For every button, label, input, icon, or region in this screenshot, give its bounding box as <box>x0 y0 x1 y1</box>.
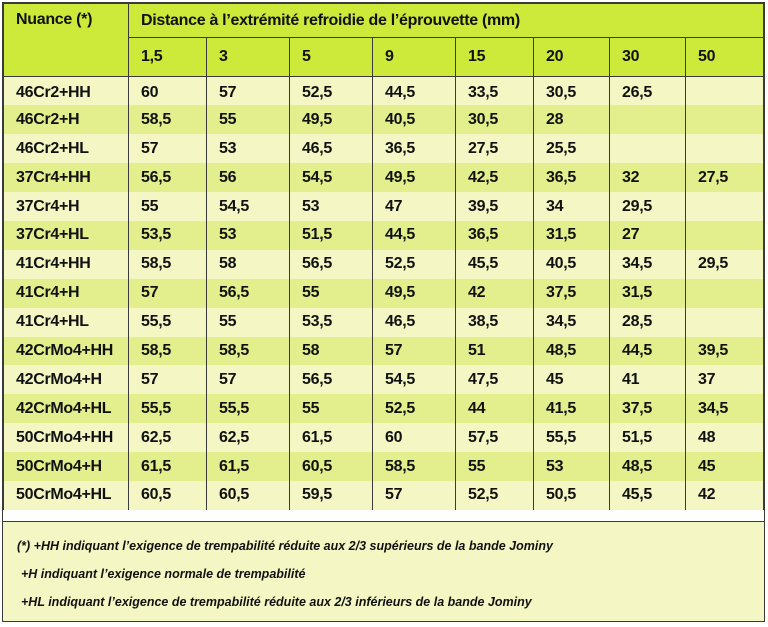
distance-col-header: 1,5 <box>129 38 207 77</box>
hardness-cell: 40,5 <box>534 250 610 279</box>
hardness-cell: 26,5 <box>610 77 686 106</box>
hardness-cell: 49,5 <box>373 163 456 192</box>
hardness-cell: 53,5 <box>129 221 207 250</box>
distance-col-header: 20 <box>534 38 610 77</box>
hardness-cell: 32 <box>610 163 686 192</box>
hardness-cell: 55 <box>290 394 373 423</box>
hardness-cell: 37 <box>686 365 764 394</box>
hardness-cell <box>686 308 764 337</box>
hardness-cell: 55 <box>456 452 534 481</box>
table-row <box>4 337 764 366</box>
hardness-cell: 37,5 <box>534 279 610 308</box>
hardness-cell: 57 <box>373 481 456 510</box>
grade-cell: 41Cr4+H <box>4 279 129 308</box>
hardness-cell: 49,5 <box>290 105 373 134</box>
hardness-cell <box>686 105 764 134</box>
hardness-cell: 46,5 <box>290 134 373 163</box>
hardness-cell: 55,5 <box>129 394 207 423</box>
hardness-cell: 44 <box>456 394 534 423</box>
table-row <box>4 250 764 279</box>
table-row <box>4 105 764 134</box>
hardness-cell: 42 <box>456 279 534 308</box>
hardness-cell: 34,5 <box>686 394 764 423</box>
hardness-cell: 60,5 <box>207 481 290 510</box>
hardness-cell: 48 <box>686 423 764 452</box>
grade-cell: 42CrMo4+H <box>4 365 129 394</box>
hardness-cell: 53 <box>207 221 290 250</box>
hardness-cell: 47 <box>373 192 456 221</box>
footnote-hh: (*) +HH indiquant l’exigence de trempabilité réduite aux 2/3 supérieurs de la bande Jominy <box>17 539 553 553</box>
hardness-cell: 52,5 <box>456 481 534 510</box>
grade-cell: 41Cr4+HH <box>4 250 129 279</box>
hardness-cell: 57 <box>129 365 207 394</box>
hardness-cell: 52,5 <box>290 77 373 106</box>
hardness-cell <box>686 221 764 250</box>
table-body <box>4 77 764 510</box>
hardness-cell: 45 <box>534 365 610 394</box>
hardness-cell: 27,5 <box>456 134 534 163</box>
table-row <box>4 452 764 481</box>
grade-cell: 42CrMo4+HL <box>4 394 129 423</box>
grade-cell: 41Cr4+HL <box>4 308 129 337</box>
hardness-cell: 52,5 <box>373 250 456 279</box>
hardness-cell: 42,5 <box>456 163 534 192</box>
distance-col-header: 15 <box>456 38 534 77</box>
hardness-cell: 44,5 <box>610 337 686 366</box>
distance-col-header: 3 <box>207 38 290 77</box>
hardness-cell: 51,5 <box>610 423 686 452</box>
hardness-cell: 31,5 <box>610 279 686 308</box>
hardness-cell: 25,5 <box>534 134 610 163</box>
hardness-cell: 53 <box>207 134 290 163</box>
hardness-cell: 27,5 <box>686 163 764 192</box>
hardness-cell: 56,5 <box>129 163 207 192</box>
hardness-cell <box>686 77 764 106</box>
table-row <box>4 77 764 106</box>
table-row <box>4 365 764 394</box>
hardness-cell: 45 <box>686 452 764 481</box>
hardness-cell: 28,5 <box>610 308 686 337</box>
hardness-cell: 40,5 <box>373 105 456 134</box>
table-row <box>4 221 764 250</box>
hardness-cell: 54,5 <box>207 192 290 221</box>
hardness-cell: 41,5 <box>534 394 610 423</box>
hardness-cell: 48,5 <box>610 452 686 481</box>
hardness-cell: 47,5 <box>456 365 534 394</box>
distance-col-header: 5 <box>290 38 373 77</box>
hardness-cell: 55 <box>207 105 290 134</box>
hardness-cell: 49,5 <box>373 279 456 308</box>
hardness-cell: 57 <box>129 279 207 308</box>
table-row <box>4 308 764 337</box>
hardness-cell: 62,5 <box>207 423 290 452</box>
hardness-cell: 57,5 <box>456 423 534 452</box>
hardness-cell: 42 <box>686 481 764 510</box>
hardness-cell: 51 <box>456 337 534 366</box>
hardness-cell <box>610 105 686 134</box>
grade-cell: 50CrMo4+HL <box>4 481 129 510</box>
hardness-cell: 44,5 <box>373 77 456 106</box>
hardness-cell: 62,5 <box>129 423 207 452</box>
hardness-cell: 57 <box>129 134 207 163</box>
hardness-cell: 34 <box>534 192 610 221</box>
hardness-cell: 55,5 <box>207 394 290 423</box>
hardness-cell: 50,5 <box>534 481 610 510</box>
table-row <box>4 192 764 221</box>
hardness-cell: 60 <box>129 77 207 106</box>
hardness-cell: 56,5 <box>290 365 373 394</box>
hardness-cell: 56,5 <box>290 250 373 279</box>
hardness-cell: 36,5 <box>534 163 610 192</box>
jominy-table <box>3 3 764 510</box>
hardness-cell: 55,5 <box>534 423 610 452</box>
footnote-h: +H indiquant l’exigence normale de trempabilité <box>21 567 306 581</box>
hardness-cell: 53 <box>534 452 610 481</box>
hardness-cell <box>686 192 764 221</box>
distance-col-header: 9 <box>373 38 456 77</box>
hardness-cell: 45,5 <box>610 481 686 510</box>
hardness-cell: 46,5 <box>373 308 456 337</box>
table-row <box>4 163 764 192</box>
hardness-cell: 36,5 <box>456 221 534 250</box>
table-row <box>4 394 764 423</box>
hardness-cell: 60 <box>373 423 456 452</box>
footnotes <box>3 521 764 621</box>
hardness-cell: 55 <box>290 279 373 308</box>
grade-cell: 42CrMo4+HH <box>4 337 129 366</box>
table-row <box>4 423 764 452</box>
hardness-cell: 54,5 <box>373 365 456 394</box>
hardness-cell: 53,5 <box>290 308 373 337</box>
hardness-cell: 27 <box>610 221 686 250</box>
hardness-cell: 41 <box>610 365 686 394</box>
hardness-cell: 58,5 <box>129 250 207 279</box>
hardness-cell: 54,5 <box>290 163 373 192</box>
hardness-cell: 51,5 <box>290 221 373 250</box>
hardness-cell: 58,5 <box>373 452 456 481</box>
hardness-cell: 61,5 <box>129 452 207 481</box>
grade-column-header: Nuance (*) <box>4 4 129 77</box>
hardness-cell: 34,5 <box>610 250 686 279</box>
distance-col-header: 30 <box>610 38 686 77</box>
hardness-cell: 30,5 <box>534 77 610 106</box>
hardness-cell: 59,5 <box>290 481 373 510</box>
hardness-cell: 53 <box>290 192 373 221</box>
distance-col-header: 50 <box>686 38 764 77</box>
hardness-cell: 58 <box>207 250 290 279</box>
hardness-cell: 58,5 <box>129 337 207 366</box>
hardness-cell: 45,5 <box>456 250 534 279</box>
hardenability-table-panel <box>2 2 765 622</box>
hardness-cell: 55 <box>129 192 207 221</box>
table-row <box>4 134 764 163</box>
grade-cell: 46Cr2+H <box>4 105 129 134</box>
hardness-cell: 56,5 <box>207 279 290 308</box>
hardness-cell: 57 <box>207 365 290 394</box>
table-row <box>4 481 764 510</box>
hardness-cell: 31,5 <box>534 221 610 250</box>
hardness-cell: 37,5 <box>610 394 686 423</box>
grade-cell: 46Cr2+HH <box>4 77 129 106</box>
hardness-cell <box>686 134 764 163</box>
hardness-cell: 34,5 <box>534 308 610 337</box>
hardness-cell: 39,5 <box>456 192 534 221</box>
footnote-hl: +HL indiquant l’exigence de trempabilité réduite aux 2/3 inférieurs de la bande Jominy <box>21 595 532 609</box>
grade-cell: 37Cr4+HH <box>4 163 129 192</box>
hardness-cell: 48,5 <box>534 337 610 366</box>
hardness-cell <box>610 134 686 163</box>
hardness-cell: 55,5 <box>129 308 207 337</box>
grade-cell: 37Cr4+H <box>4 192 129 221</box>
hardness-cell: 56 <box>207 163 290 192</box>
grade-cell: 50CrMo4+H <box>4 452 129 481</box>
hardness-cell: 29,5 <box>686 250 764 279</box>
hardness-cell: 58,5 <box>129 105 207 134</box>
hardness-cell: 55 <box>207 308 290 337</box>
hardness-cell: 60,5 <box>290 452 373 481</box>
hardness-cell: 58,5 <box>207 337 290 366</box>
grade-cell: 46Cr2+HL <box>4 134 129 163</box>
hardness-cell: 52,5 <box>373 394 456 423</box>
hardness-cell: 57 <box>373 337 456 366</box>
hardness-cell: 28 <box>534 105 610 134</box>
hardness-cell: 58 <box>290 337 373 366</box>
hardness-cell: 44,5 <box>373 221 456 250</box>
hardness-cell: 60,5 <box>129 481 207 510</box>
hardness-cell: 39,5 <box>686 337 764 366</box>
hardness-cell <box>686 279 764 308</box>
hardness-cell: 61,5 <box>207 452 290 481</box>
table-row <box>4 279 764 308</box>
hardness-cell: 38,5 <box>456 308 534 337</box>
hardness-cell: 57 <box>207 77 290 106</box>
hardness-cell: 61,5 <box>290 423 373 452</box>
distance-header: Distance à l’extrémité refroidie de l’éprouvette (mm) <box>129 4 764 38</box>
hardness-cell: 30,5 <box>456 105 534 134</box>
hardness-cell: 29,5 <box>610 192 686 221</box>
hardness-cell: 36,5 <box>373 134 456 163</box>
grade-cell: 37Cr4+HL <box>4 221 129 250</box>
hardness-cell: 33,5 <box>456 77 534 106</box>
grade-cell: 50CrMo4+HH <box>4 423 129 452</box>
